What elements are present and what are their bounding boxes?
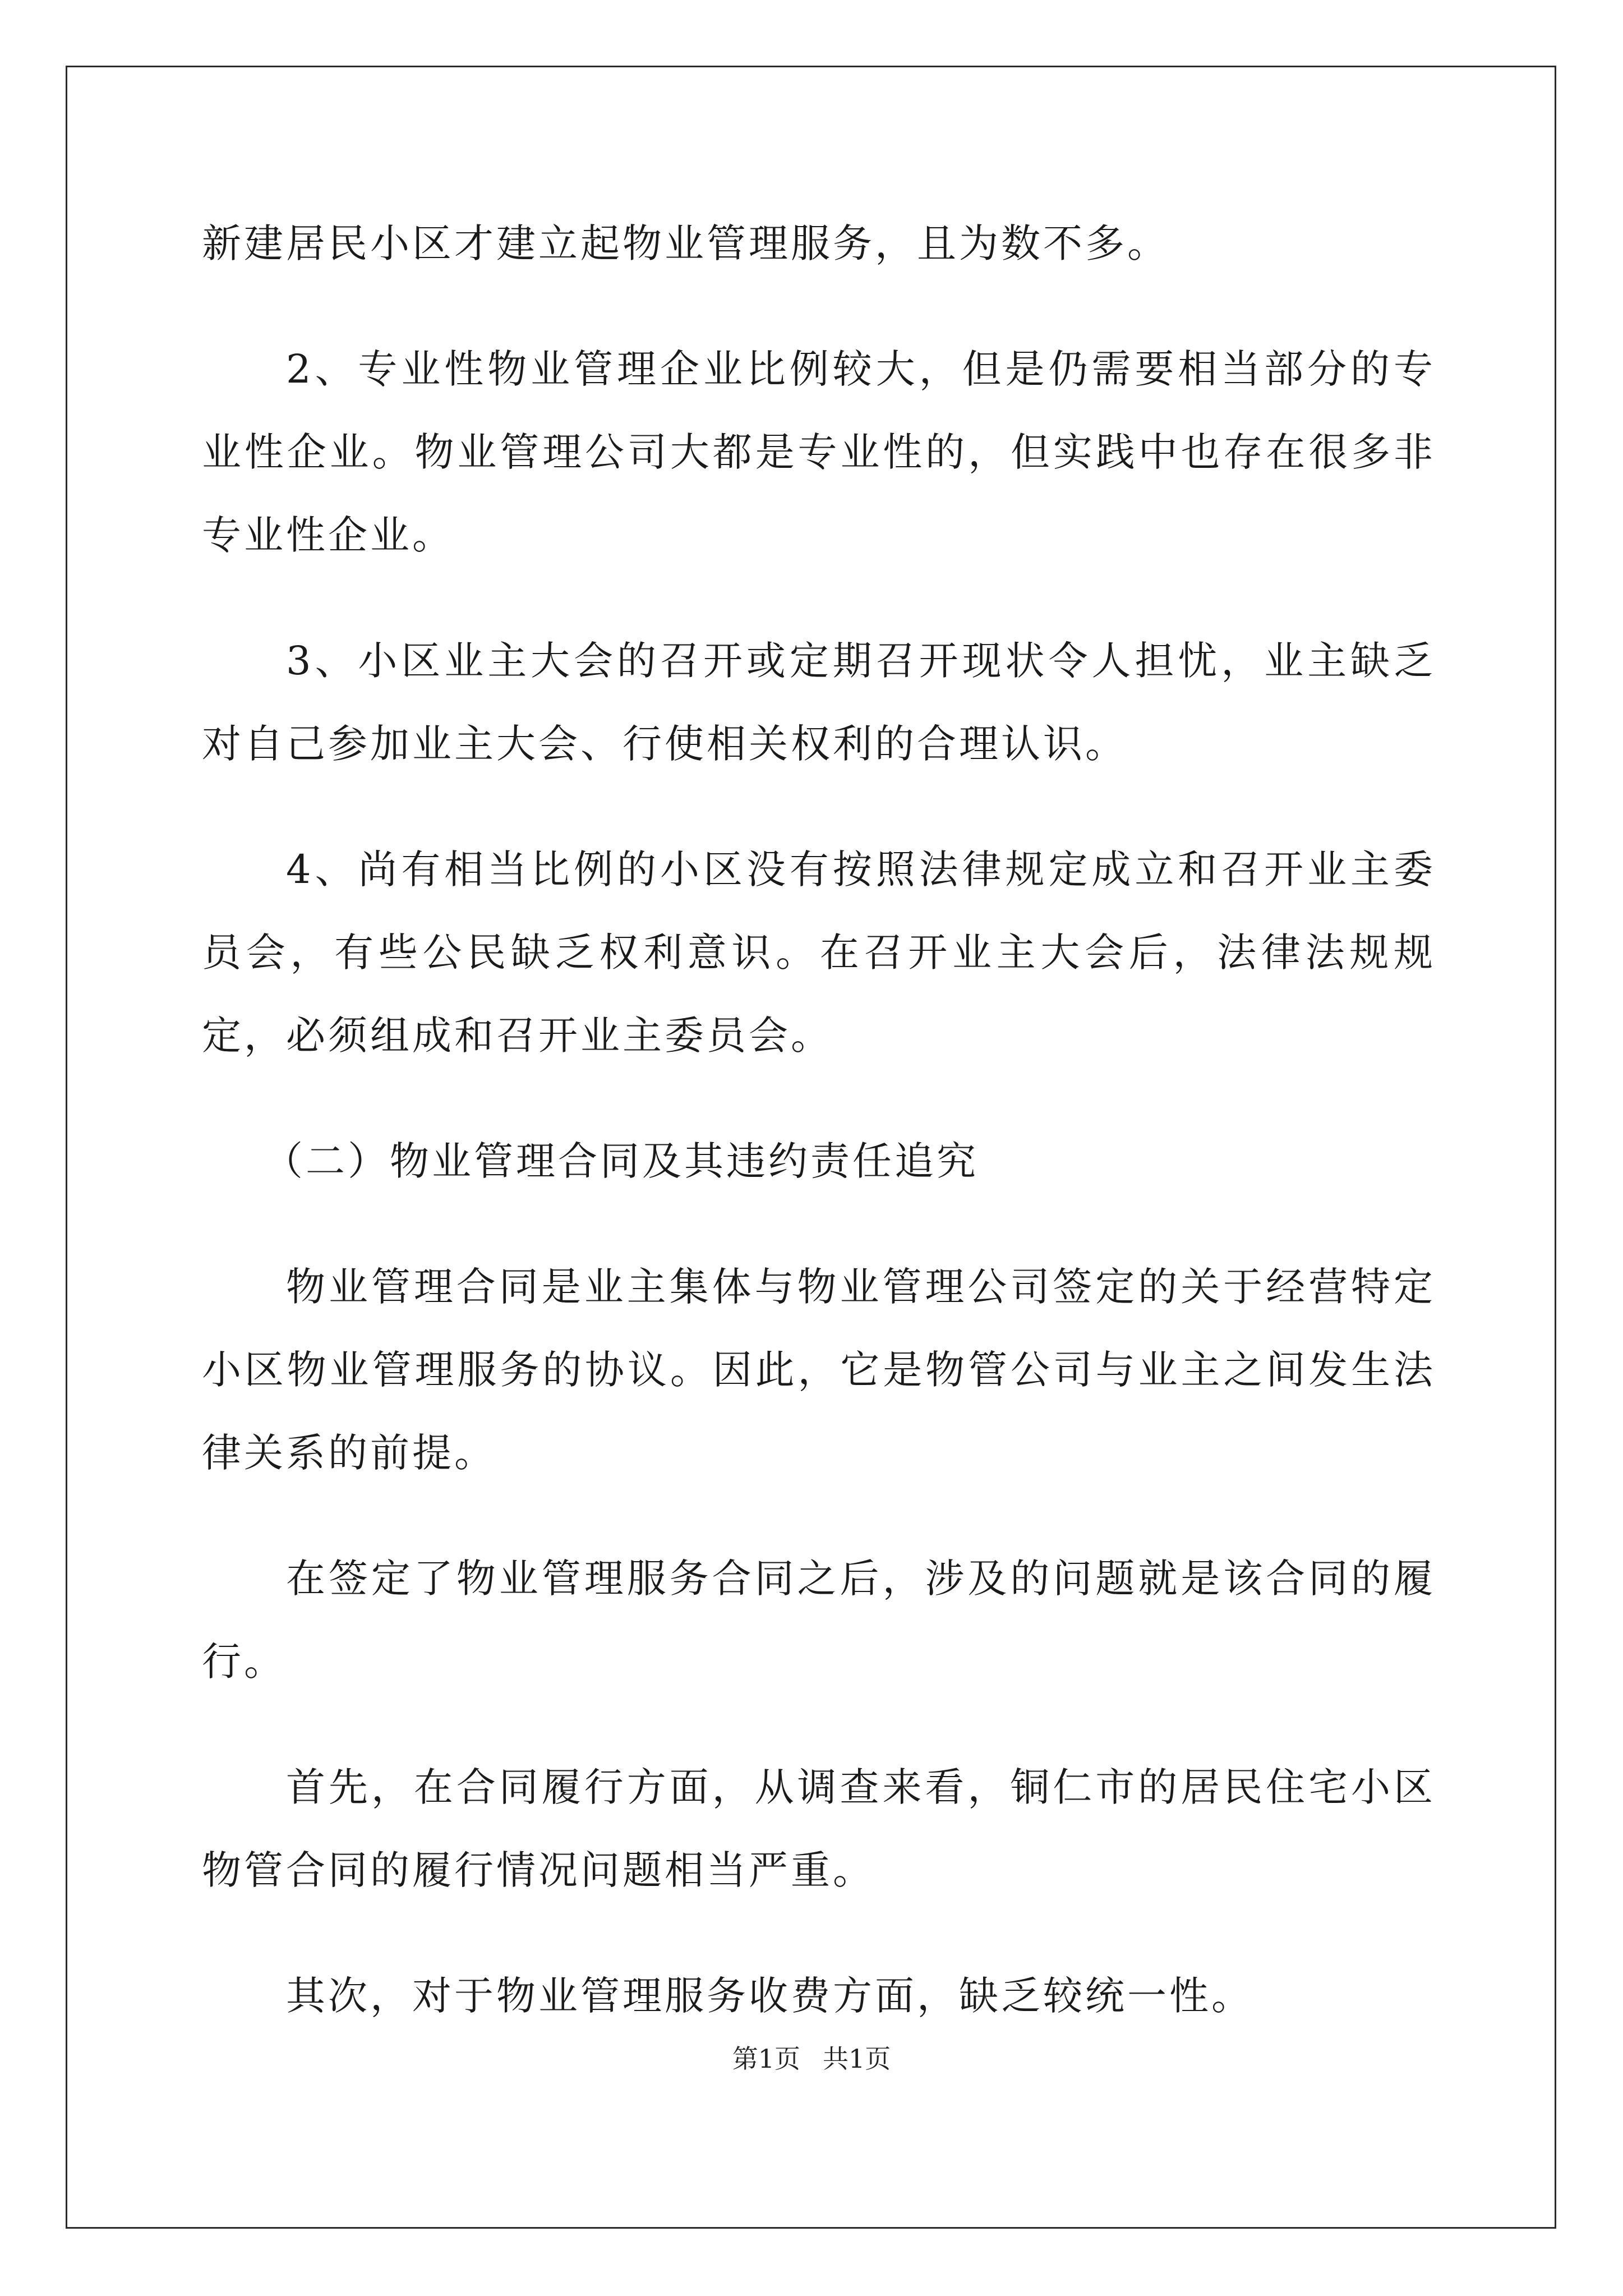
paragraph-continuation: 新建居民小区才建立起物业管理服务，且为数不多。 (202, 220, 1169, 266)
paragraph-contract-definition: 物业管理合同是业主集体与物业管理公司签定的关于经营特定小区物业管理服务的协议。因此，它是物管公司与业主之间发生法律关系的前提。 (202, 1264, 1436, 1476)
paragraph-item-2: 2、专业性物业管理企业比例较大，但是仍需要相当部分的专业性企业。物业管理公司大都是专业性的，但实践中也存在很多非专业性企业。 (202, 346, 1436, 558)
page-footer (0, 2042, 1623, 2076)
paragraph-contract-performance: 在签定了物业管理服务合同之后，涉及的问题就是该合同的履行。 (202, 1556, 1436, 1685)
section-heading: （二）物业管理合同及其违约责任追究 (264, 1138, 979, 1184)
document-body (202, 202, 1436, 2037)
page-number-total: 共1页 (823, 2044, 891, 2074)
paragraph-item-3: 3、小区业主大会的召开或定期召开现状令人担忧，业主缺乏对自己参加业主大会、行使相关权利的合理认识。 (202, 638, 1436, 767)
page-number-current: 第1页 (732, 2044, 800, 2074)
paragraph-item-4: 4、尚有相当比例的小区没有按照法律规定成立和召开业主委员会，有些公民缺乏权利意识。在召开业主大会后，法律法规规定，必须组成和召开业主委员会。 (202, 846, 1436, 1059)
paragraph-second-point: 其次，对于物业管理服务收费方面，缺乏较统一性。 (286, 1973, 1253, 2019)
paragraph-first-point: 首先，在合同履行方面，从调查来看，铜仁市的居民住宅小区物管合同的履行情况问题相当严重。 (202, 1764, 1436, 1893)
